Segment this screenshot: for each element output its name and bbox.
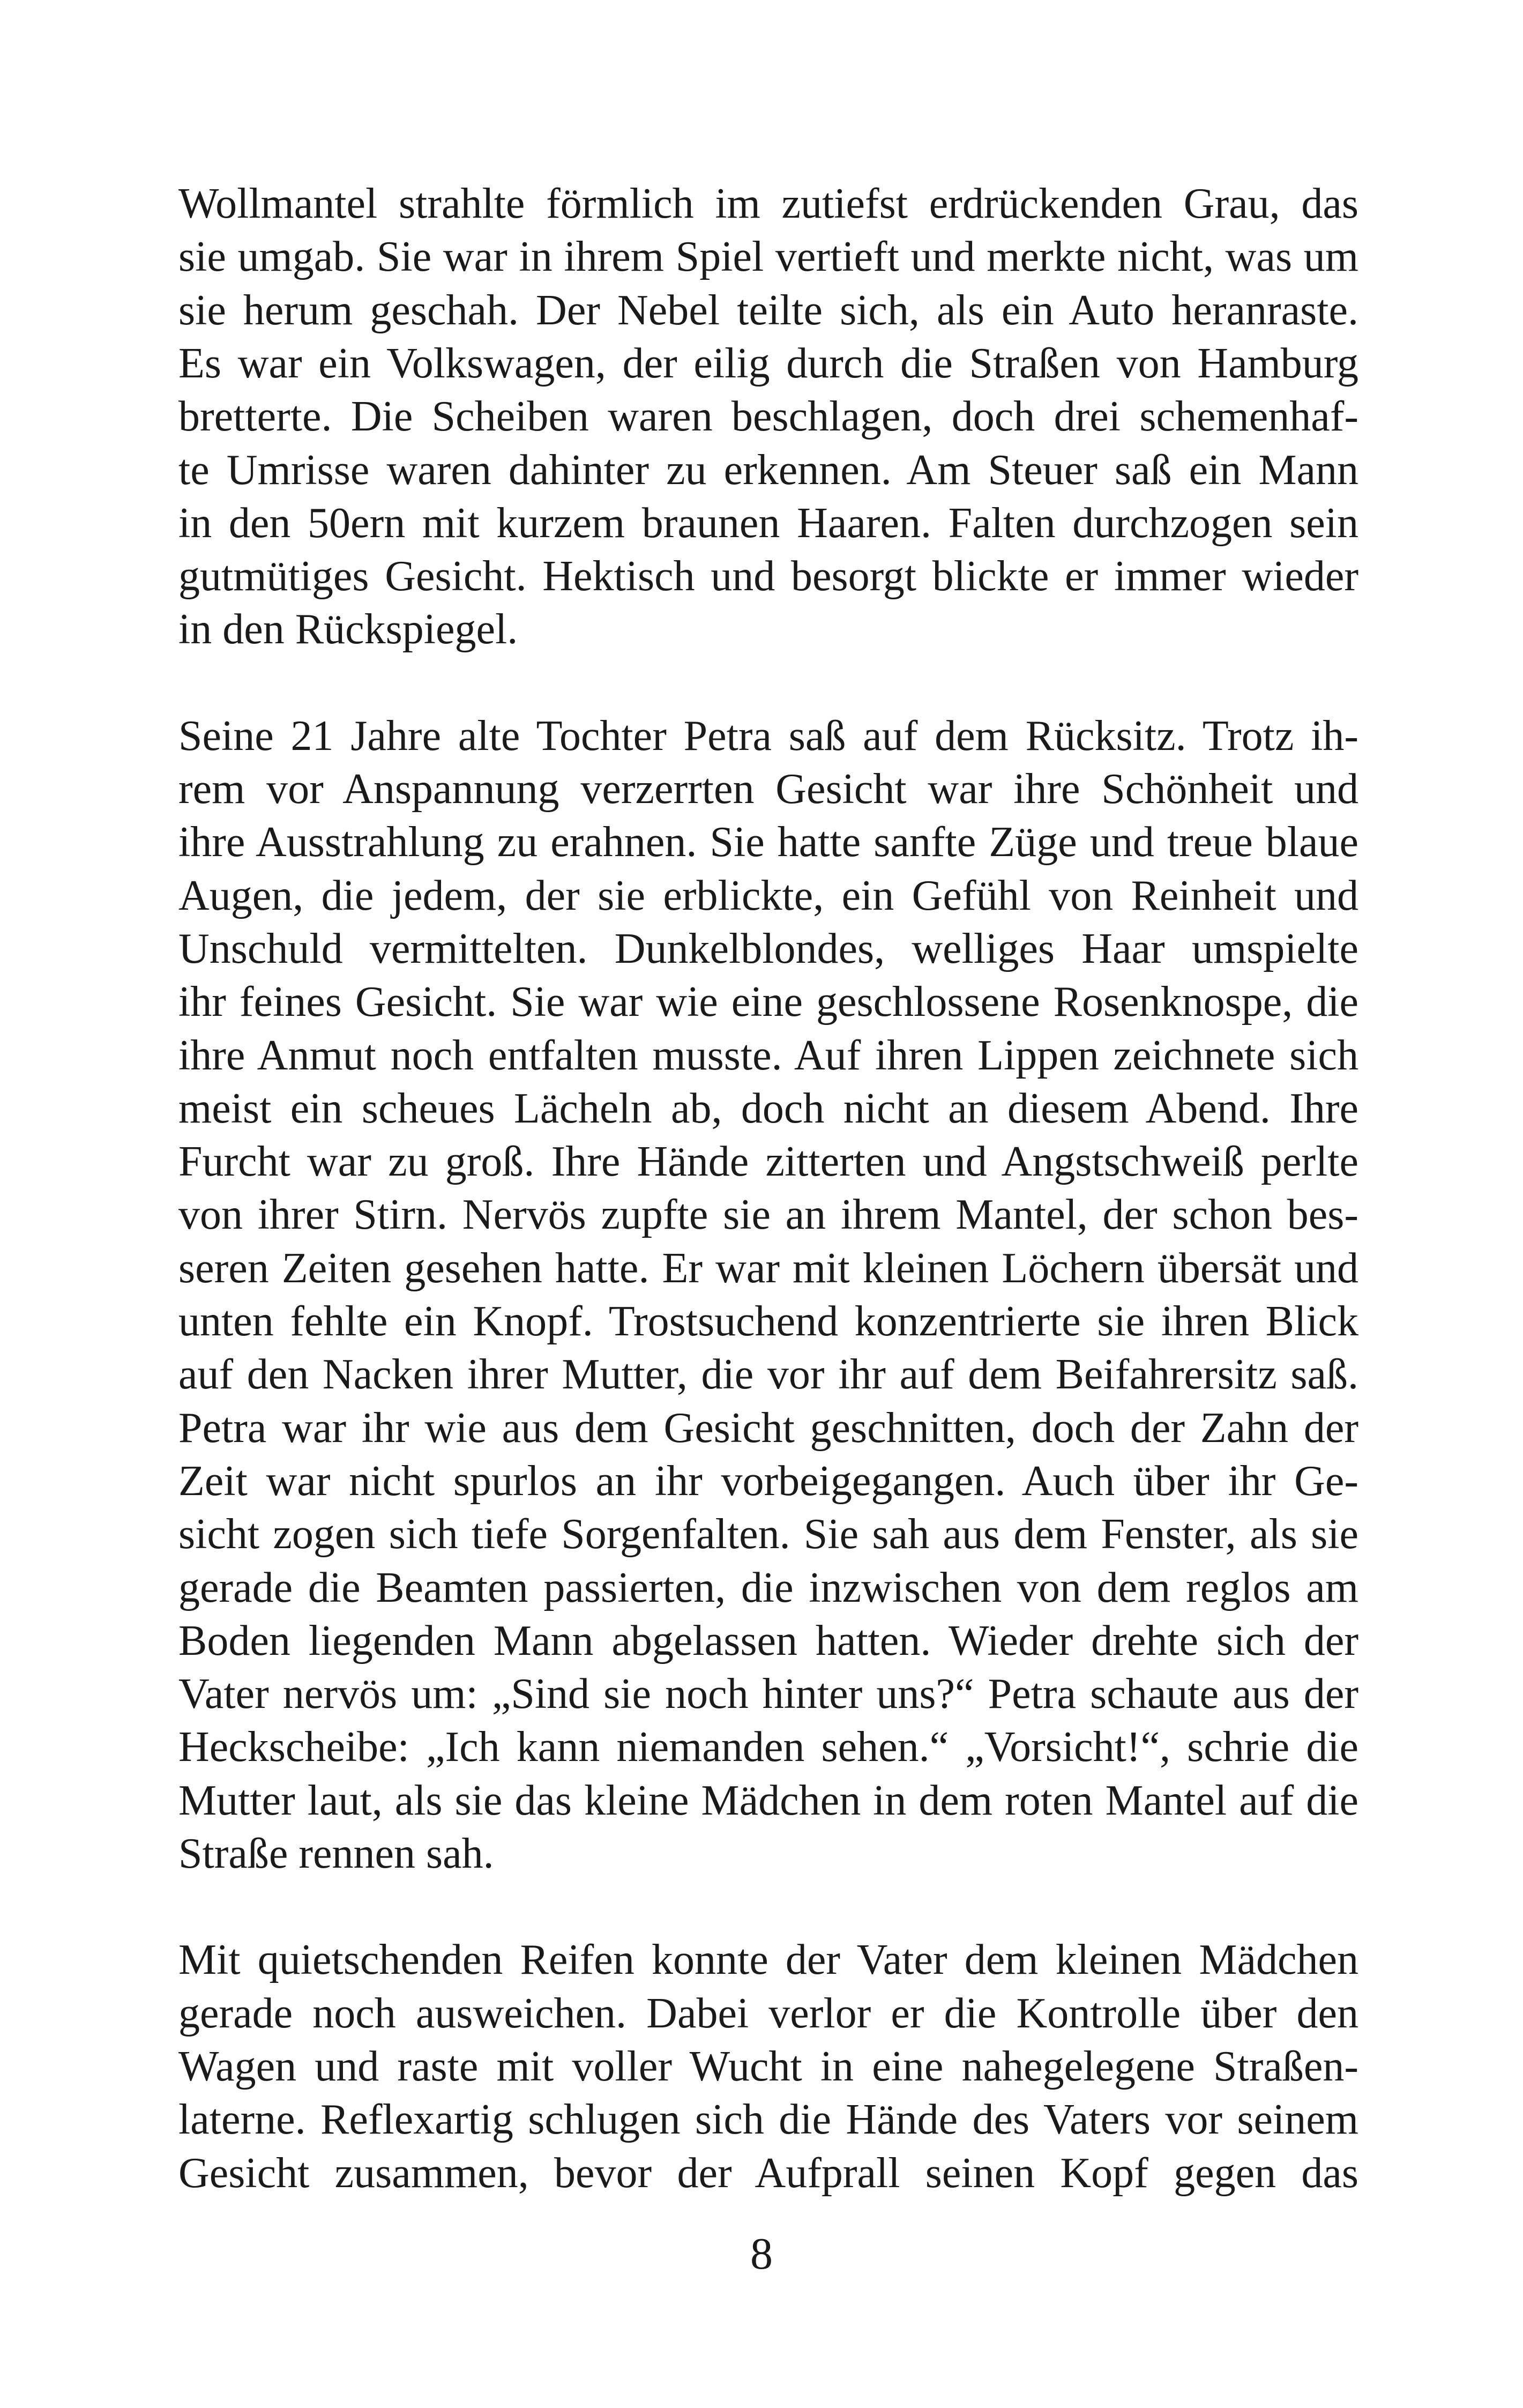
text-line: sie umgab. Sie war in ihrem Spiel vertieft und merkte nicht, was um	[178, 233, 1358, 281]
text-line: Unschuld vermittelten. Dunkelblondes, welliges Haar umspielte	[178, 925, 1358, 972]
text-line: Zeit war nicht spurlos an ihr vorbeigegangen. Auch über ihr Ge-	[178, 1457, 1358, 1505]
text-line: seren Zeiten gesehen hatte. Er war mit kleinen Löchern übersät und	[178, 1244, 1358, 1292]
text-line: ihre Anmut noch entfalten musste. Auf ihren Lippen zeichnete sich	[178, 1031, 1358, 1079]
text-line: in den Rückspiegel.	[178, 606, 518, 653]
text-line: Petra war ihr wie aus dem Gesicht geschnitten, doch der Zahn der	[178, 1404, 1358, 1452]
text-line: in den 50ern mit kurzem braunen Haaren. Falten durchzogen sein	[178, 499, 1358, 547]
text-line: unten fehlte ein Knopf. Trostsuchend konzentrierte sie ihren Blick	[178, 1298, 1358, 1345]
page-number: 8	[750, 2229, 773, 2279]
text-line: Seine 21 Jahre alte Tochter Petra saß auf dem Rücksitz. Trotz ih-	[178, 712, 1358, 760]
text-line: von ihrer Stirn. Nervös zupfte sie an ihrem Mantel, der schon bes-	[178, 1191, 1358, 1239]
text-line: sicht zogen sich tiefe Sorgenfalten. Sie sah aus dem Fenster, als sie	[178, 1511, 1358, 1558]
text-line: gerade noch ausweichen. Dabei verlor er die Kontrolle über den	[178, 1989, 1358, 2037]
text-line: Gesicht zusammen, bevor der Aufprall seinen Kopf gegen das	[178, 2149, 1358, 2197]
text-line: Wagen und raste mit voller Wucht in eine nahegelegene Straßen-	[178, 2042, 1358, 2090]
text-line: ihr feines Gesicht. Sie war wie eine geschlossene Rosenknospe, die	[178, 978, 1358, 1026]
text-line: bretterte. Die Scheiben waren beschlagen, doch drei schemenhaf-	[178, 393, 1358, 441]
text-line: Vater nervös um: „Sind sie noch hinter uns?“ Petra schaute aus der	[178, 1670, 1358, 1718]
text-line: Mit quietschenden Reifen konnte der Vater dem kleinen Mädchen	[178, 1936, 1358, 1984]
text-line: Mutter laut, als sie das kleine Mädchen in dem roten Mantel auf die	[178, 1777, 1358, 1824]
text-line: Augen, die jedem, der sie erblickte, ein Gefühl von Reinheit und	[178, 872, 1358, 919]
text-line: Boden liegenden Mann abgelassen hatten. Wieder drehte sich der	[178, 1617, 1358, 1664]
text-line: Straße rennen sah.	[178, 1830, 494, 1877]
text-line: gerade die Beamten passierten, die inzwischen von dem reglos am	[178, 1564, 1358, 1611]
text-line: rem vor Anspannung verzerrten Gesicht war ihre Schönheit und	[178, 765, 1358, 813]
text-line: ihre Ausstrahlung zu erahnen. Sie hatte sanfte Züge und treue blaue	[178, 819, 1358, 866]
text-line: meist ein scheues Lächeln ab, doch nicht an diesem Abend. Ihre	[178, 1084, 1358, 1132]
text-line: te Umrisse waren dahinter zu erkennen. Am Steuer saß ein Mann	[178, 446, 1358, 494]
text-line: laterne. Reflexartig schlugen sich die Hände des Vaters vor seinem	[178, 2096, 1358, 2144]
text-line: auf den Nacken ihrer Mutter, die vor ihr auf dem Beifahrersitz saß.	[178, 1351, 1358, 1399]
text-line: Es war ein Volkswagen, der eilig durch die Straßen von Hamburg	[178, 339, 1358, 387]
text-line: sie herum geschah. Der Nebel teilte sich, als ein Auto heranraste.	[178, 286, 1358, 334]
text-line: Heckscheibe: „Ich kann niemanden sehen.“ „Vorsicht!“, schrie die	[178, 1723, 1358, 1771]
text-line: Furcht war zu groß. Ihre Hände zitterten und Angstschweiß perlte	[178, 1138, 1358, 1186]
text-line: Wollmantel strahlte förmlich im zutiefst erdrückenden Grau, das	[178, 180, 1358, 227]
text-line: gutmütiges Gesicht. Hektisch und besorgt blickte er immer wieder	[178, 553, 1358, 600]
